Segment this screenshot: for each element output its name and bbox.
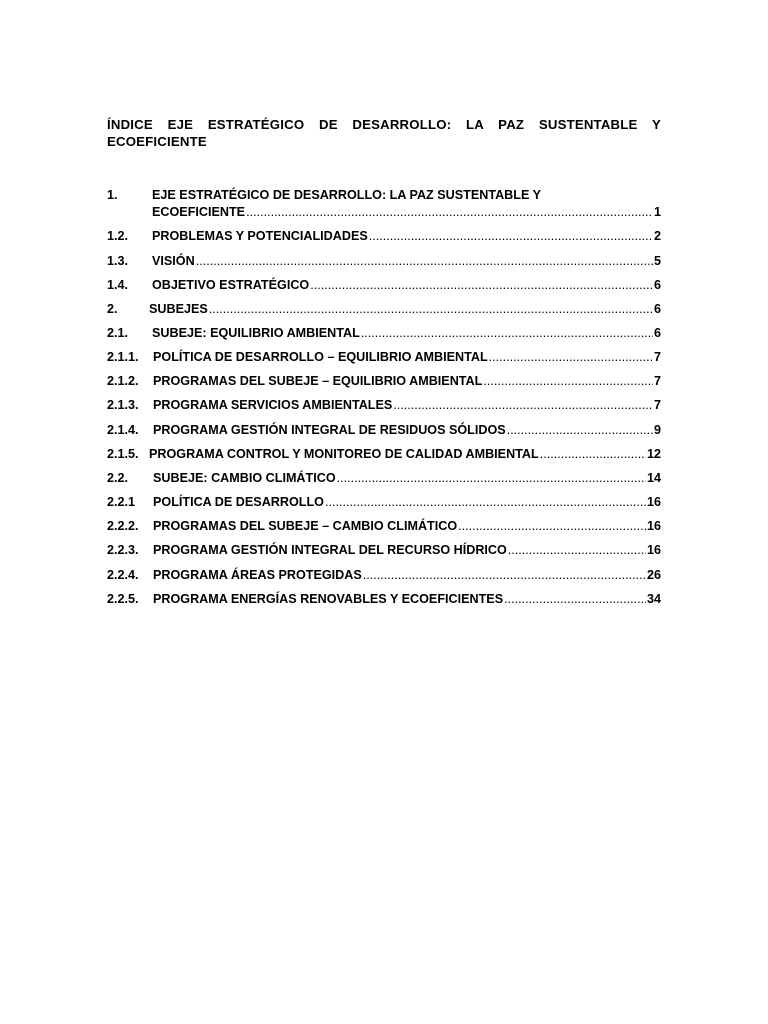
toc-dot-leader bbox=[507, 422, 653, 439]
toc-entry-title: ECOEFICIENTE bbox=[152, 205, 246, 219]
toc-entry bbox=[107, 325, 661, 342]
toc-entry-page: 2 bbox=[653, 229, 661, 243]
toc-entry-title: PROGRAMA GESTIÓN INTEGRAL DE RESIDUOS SÓLIDOS bbox=[153, 423, 506, 437]
toc-entry-page: 9 bbox=[653, 423, 661, 437]
toc-entry-page: 16 bbox=[646, 543, 661, 557]
toc-entry-page: 16 bbox=[646, 519, 661, 533]
toc-dot-leader bbox=[489, 349, 653, 366]
toc-entry-page: 7 bbox=[653, 350, 661, 364]
toc-dot-leader bbox=[504, 591, 646, 608]
toc-entry bbox=[107, 542, 661, 559]
toc-entry-title-line1: EJE ESTRATÉGICO DE DESARROLLO: LA PAZ SUSTENTABLE Y bbox=[152, 188, 542, 202]
toc-entry-number: 2.2.2. bbox=[107, 519, 139, 533]
toc-entry-page: 34 bbox=[646, 592, 661, 606]
toc-entry-number: 2.2.1 bbox=[107, 495, 136, 509]
toc-entry-number: 1.2. bbox=[107, 229, 129, 243]
toc-entry bbox=[107, 397, 661, 414]
toc-entry-page: 5 bbox=[653, 254, 661, 268]
toc-entry-title: SUBEJE: CAMBIO CLIMÁTICO bbox=[153, 471, 336, 485]
toc-entry bbox=[107, 253, 661, 270]
toc-entry-page: 7 bbox=[653, 374, 661, 388]
toc-entry-number: 2.1.5. bbox=[107, 447, 139, 461]
toc-entry-title: PROGRAMA ENERGÍAS RENOVABLES Y ECOEFICIENTES bbox=[153, 592, 504, 606]
toc-dot-leader bbox=[458, 518, 646, 535]
toc-entry-title: PROGRAMA CONTROL Y MONITOREO DE CALIDAD AMBIENTAL bbox=[149, 447, 539, 461]
toc-entry-number: 2.1.4. bbox=[107, 423, 139, 437]
toc-entry bbox=[107, 446, 661, 463]
toc-entry-title: SUBEJE: EQUILIBRIO AMBIENTAL bbox=[152, 326, 360, 340]
toc-entry-number: 1.4. bbox=[107, 278, 129, 292]
toc-dot-leader bbox=[196, 253, 653, 270]
toc-entry-number: 2. bbox=[107, 302, 118, 316]
toc-dot-leader bbox=[483, 373, 653, 390]
toc-entry-title: VISIÓN bbox=[152, 254, 195, 268]
toc-entry bbox=[107, 187, 661, 221]
toc-entry-title: SUBEJES bbox=[149, 302, 208, 316]
toc-entry-page: 1 bbox=[653, 205, 661, 219]
toc-entry-number: 2.2. bbox=[107, 471, 129, 485]
toc-entry bbox=[107, 591, 661, 608]
toc-dot-leader bbox=[393, 397, 653, 414]
toc-dot-leader bbox=[337, 470, 646, 487]
toc-dot-leader bbox=[310, 277, 653, 294]
toc-dot-leader bbox=[508, 542, 646, 559]
toc-entry-title: PROGRAMAS DEL SUBEJE – EQUILIBRIO AMBIENTAL bbox=[153, 374, 483, 388]
toc-entry bbox=[107, 422, 661, 439]
document-title: ÍNDICE EJE ESTRATÉGICO DE DESARROLLO: LA PAZ SUSTENTABLE Y ECOEFICIENTE bbox=[107, 117, 661, 149]
toc-entry-title: PROGRAMA ÁREAS PROTEGIDAS bbox=[153, 568, 362, 582]
toc-entry-number: 2.2.3. bbox=[107, 543, 139, 557]
toc-dot-leader bbox=[209, 301, 653, 318]
toc-entry-page: 14 bbox=[646, 471, 661, 485]
toc-entry-page: 6 bbox=[653, 302, 661, 316]
toc-entry bbox=[107, 373, 661, 390]
toc-entry-number: 2.1.2. bbox=[107, 374, 139, 388]
toc-entry-page: 12 bbox=[646, 447, 661, 461]
toc-entry-number: 2.1.1. bbox=[107, 350, 139, 364]
toc-entry-number: 2.2.4. bbox=[107, 568, 139, 582]
toc-entry-title: PROGRAMA GESTIÓN INTEGRAL DEL RECURSO HÍDRICO bbox=[153, 543, 507, 557]
toc-entry-title: POLÍTICA DE DESARROLLO – EQUILIBRIO AMBIENTAL bbox=[153, 350, 488, 364]
toc-entry-page: 26 bbox=[646, 568, 661, 582]
toc-entry-number: 1.3. bbox=[107, 254, 129, 268]
toc-dot-leader bbox=[369, 228, 653, 245]
toc-dot-leader bbox=[363, 567, 646, 584]
toc-entry-page: 6 bbox=[653, 326, 661, 340]
toc-entry-number: 2.1.3. bbox=[107, 398, 139, 412]
toc-entry bbox=[107, 277, 661, 294]
toc-entry-page: 7 bbox=[653, 398, 661, 412]
toc-dot-leader bbox=[246, 204, 653, 221]
toc-entry bbox=[107, 301, 661, 318]
toc-entry-number: 2.2.5. bbox=[107, 592, 139, 606]
toc-entry bbox=[107, 567, 661, 584]
toc-entry bbox=[107, 470, 661, 487]
toc-dot-leader bbox=[361, 325, 653, 342]
toc-entry-title: OBJETIVO ESTRATÉGICO bbox=[152, 278, 310, 292]
toc-entry-page: 16 bbox=[646, 495, 661, 509]
toc-entry-title: PROBLEMAS Y POTENCIALIDADES bbox=[152, 229, 368, 243]
toc-entry-page: 6 bbox=[653, 278, 661, 292]
toc-entry-number: 1. bbox=[107, 188, 118, 202]
toc-entry bbox=[107, 228, 661, 245]
toc-entry bbox=[107, 518, 661, 535]
toc-entry-title: POLÍTICA DE DESARROLLO bbox=[153, 495, 324, 509]
toc-entry bbox=[107, 494, 661, 511]
toc-dot-leader bbox=[325, 494, 646, 511]
toc-dot-leader bbox=[540, 446, 646, 463]
toc-entry bbox=[107, 349, 661, 366]
toc-entry-title: PROGRAMAS DEL SUBEJE – CAMBIO CLIMÁTICO bbox=[153, 519, 458, 533]
toc-entry-number: 2.1. bbox=[107, 326, 129, 340]
toc-entry-title: PROGRAMA SERVICIOS AMBIENTALES bbox=[153, 398, 393, 412]
